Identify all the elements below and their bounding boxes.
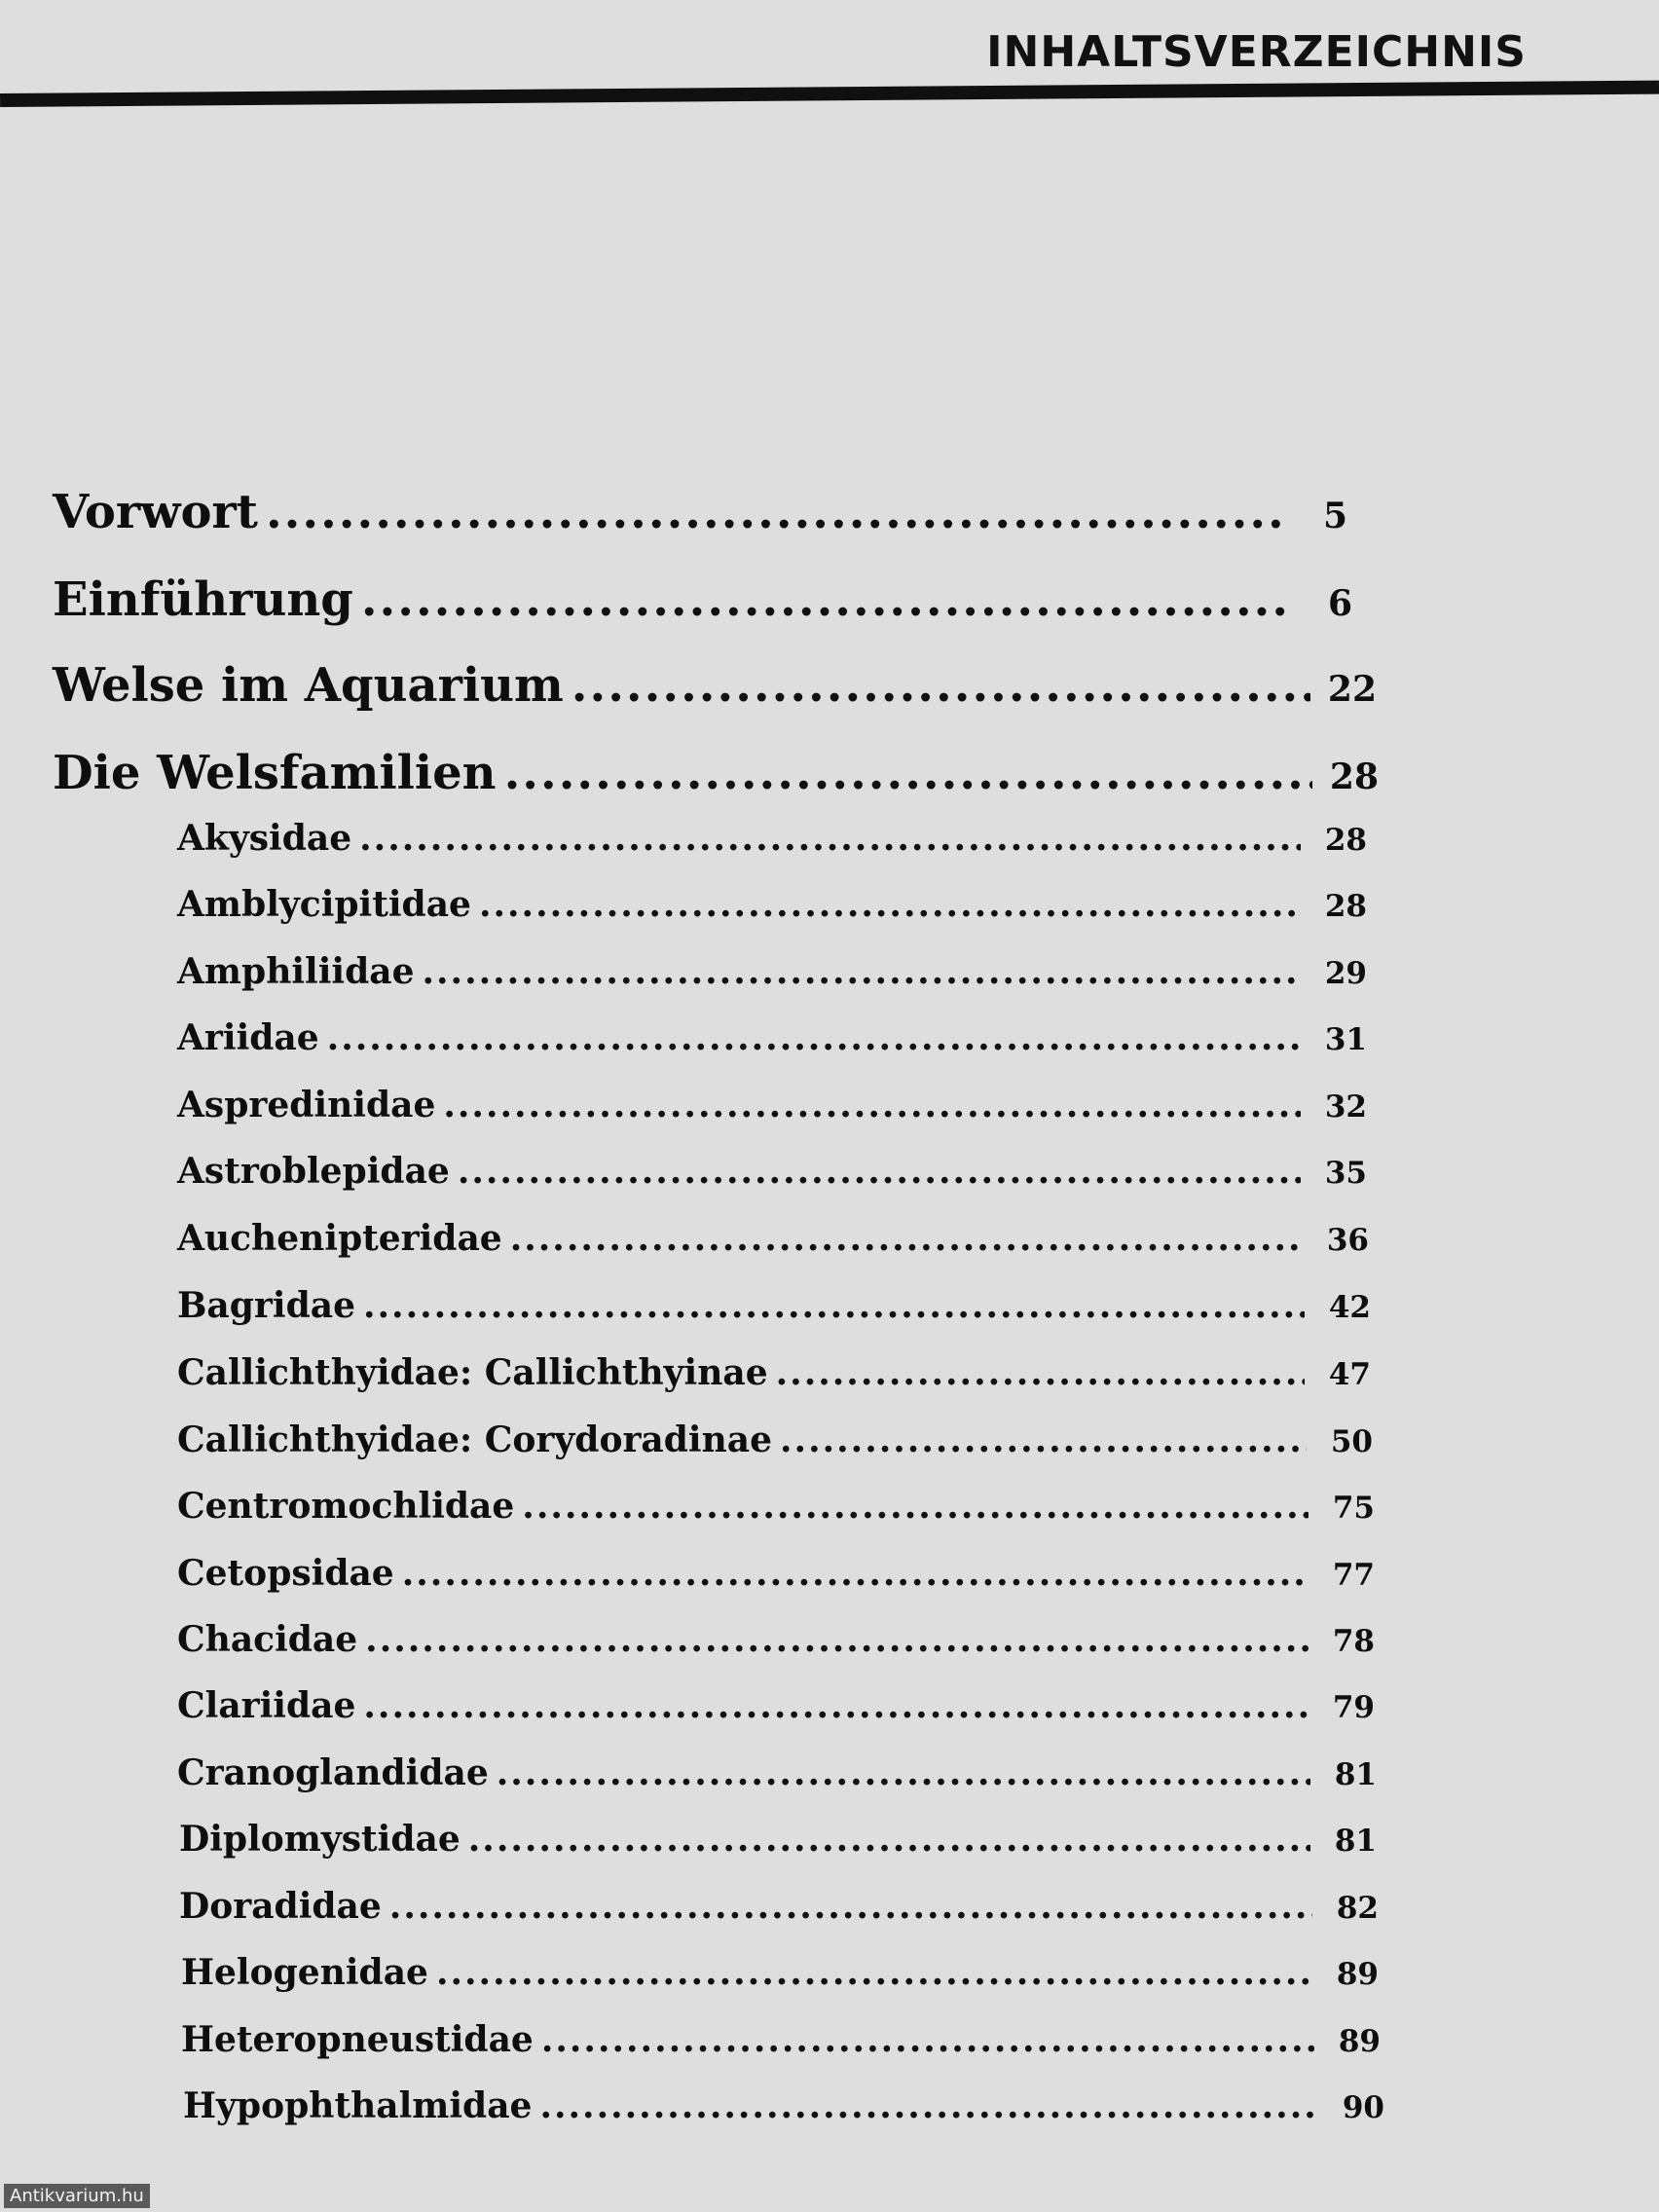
toc-entry-label: Diplomystidae [179,1819,461,1860]
toc-subentry[interactable] [177,1619,1375,1660]
toc-leader-dots [436,1952,1312,1993]
toc-entry-label: Helogenidae [181,1952,428,1993]
toc-entry-page: 89 [1336,1957,1379,1992]
toc-entry-label: Akysidae [177,818,352,859]
toc-entry-page: 81 [1334,1757,1377,1792]
toc-entry-page: 31 [1324,1022,1367,1057]
toc-entry-page: 32 [1324,1089,1367,1124]
page-header-title: INHALTSVERZEICHNIS [986,27,1527,77]
toc-subentry[interactable] [177,1017,1367,1058]
toc-entry-page: 90 [1342,2090,1384,2125]
toc-leader-dots [422,951,1301,992]
toc-entry-label: Centromochlidae [177,1486,515,1527]
toc-leader-dots [443,1085,1301,1125]
toc-entry-page: 78 [1332,1624,1375,1659]
toc-entry-page: 75 [1332,1491,1375,1526]
toc-leader-dots [479,884,1301,925]
toc-leader-dots [359,818,1301,859]
toc-leader-dots [363,1285,1305,1326]
toc-entry-page: 28 [1329,756,1379,797]
toc-entry-page: 29 [1324,956,1367,991]
toc-entry-page: 22 [1327,669,1377,710]
toc-entry-label: Clariidae [177,1685,356,1726]
toc-leader-dots [497,1752,1310,1793]
toc-entry-die-welsfamilien[interactable] [53,746,1379,800]
toc-entry-label: Amphiliidae [177,951,415,992]
toc-leader-dots [402,1553,1309,1594]
toc-subentry[interactable] [177,1285,1371,1326]
toc-entry-label: Vorwort [53,485,258,539]
toc-entry-page: 81 [1334,1824,1377,1859]
toc-leader-dots [776,1352,1305,1393]
toc-entry-page: 6 [1327,583,1352,624]
toc-entry-label: Welse im Aquarium [53,658,564,713]
toc-entry-label: Einführung [53,572,353,627]
toc-entry-label: Ariidae [177,1017,319,1058]
source-watermark: Antikvarium.hu [4,2184,150,2208]
toc-subentry[interactable] [177,1218,1369,1259]
toc-leader-dots [458,1151,1301,1192]
toc-entry-label: Cetopsidae [177,1553,394,1594]
toc-entry-page: 36 [1326,1223,1369,1258]
toc-entry-vorwort[interactable] [53,485,1347,539]
toc-leader-dots [389,1886,1312,1927]
toc-subentry[interactable] [181,1952,1379,1993]
toc-leader-dots [522,1486,1309,1527]
toc-entry-label: Chacidae [177,1619,358,1660]
toc-leader-dots [571,658,1310,713]
toc-subentry[interactable] [183,2085,1384,2126]
toc-leader-dots [539,2085,1318,2126]
toc-leader-dots [363,1685,1309,1726]
toc-leader-dots [510,1218,1303,1259]
toc-subentry[interactable] [177,1486,1375,1527]
toc-subentry[interactable] [177,1085,1367,1125]
toc-entry-page: 50 [1330,1424,1373,1459]
toc-entry-page: 82 [1336,1891,1379,1926]
toc-entry-label: Aspredinidae [177,1085,436,1125]
toc-entry-label: Amblycipitidae [177,884,471,925]
toc-subentry[interactable] [177,1752,1377,1793]
toc-entry-page: 47 [1328,1357,1371,1392]
toc-entry-page: 89 [1338,2024,1381,2059]
toc-entry-page: 77 [1332,1558,1375,1593]
toc-entry-label: Die Welsfamilien [53,746,497,800]
toc-leader-dots [780,1419,1307,1460]
toc-subentry[interactable] [177,1685,1375,1726]
toc-leader-dots [541,2019,1314,2060]
toc-entry-label: Hypophthalmidae [183,2085,533,2126]
toc-leader-dots [468,1819,1310,1860]
toc-subentry[interactable] [179,1819,1377,1860]
toc-leader-dots [361,572,1286,627]
toc-entry-label: Callichthyidae: Corydoradinae [177,1419,772,1460]
toc-entry-label: Astroblepidae [177,1151,450,1192]
toc-subentry[interactable] [177,1352,1371,1393]
toc-subentry[interactable] [179,1886,1379,1927]
toc-subentry[interactable] [177,951,1367,992]
toc-subentry[interactable] [177,818,1367,859]
toc-entry-page: 5 [1322,496,1347,536]
toc-entry-label: Cranoglandidae [177,1752,489,1793]
toc-entry-welse-im-aquarium[interactable] [53,658,1377,713]
toc-entry-label: Doradidae [179,1886,382,1927]
toc-entry-label: Bagridae [177,1285,355,1326]
toc-entry-page: 28 [1324,823,1367,858]
toc-leader-dots [504,746,1312,800]
toc-subentry[interactable] [177,884,1367,925]
toc-entry-label: Callichthyidae: Callichthyinae [177,1352,768,1393]
toc-subentry[interactable] [177,1419,1373,1460]
toc-entry-page: 42 [1328,1290,1371,1325]
toc-entry-page: 35 [1324,1156,1367,1191]
toc-entry-einfuehrung[interactable] [53,572,1352,627]
toc-entry-label: Auchenipteridae [177,1218,502,1259]
toc-leader-dots [327,1017,1301,1058]
toc-entry-page: 79 [1332,1690,1375,1725]
toc-entry-label: Heteropneustidae [181,2019,534,2060]
toc-subentry[interactable] [177,1151,1367,1192]
toc-leader-dots [365,1619,1309,1660]
toc-leader-dots [266,485,1281,539]
toc-subentry[interactable] [181,2019,1381,2060]
toc-entry-page: 28 [1324,889,1367,924]
toc-subentry[interactable] [177,1553,1375,1594]
